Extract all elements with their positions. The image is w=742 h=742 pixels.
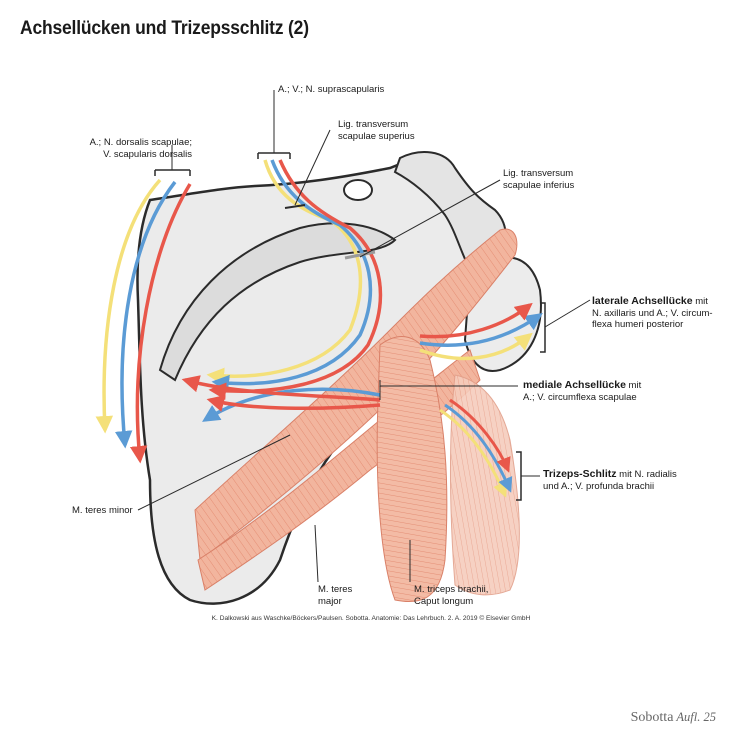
label-lateral-line2: N. axillaris und A.; V. circum-: [592, 307, 713, 319]
label-suprascapularis: A.; V.; N. suprascapularis: [278, 84, 385, 95]
label-medial-bold: mediale Achsellücke: [523, 379, 626, 391]
label-triceps-line1: mit N. radialis: [616, 469, 677, 480]
label-lateral-line3: flexa humeri posterior: [592, 319, 684, 330]
label-dorsalis-line2: V. scapularis dorsalis: [103, 148, 192, 160]
label-triceps-line2: und A.; V. profunda brachii: [543, 480, 655, 492]
label-teres-minor: M. teres minor: [72, 505, 133, 516]
label-mediale-achselluecke: [523, 380, 641, 403]
label-lig-sup-line1: Lig. transversum: [338, 119, 409, 130]
label-lig-transversum-inferius: [503, 168, 574, 191]
label-teres-major-line1: M. teres: [318, 584, 353, 595]
label-lig-sup-line2: scapulae superius: [338, 130, 415, 142]
label-teres-major: [318, 584, 352, 607]
label-dorsalis-line1: A.; N. dorsalis scapulae;: [89, 137, 192, 148]
label-trizeps-schlitz: [543, 469, 677, 492]
label-lateral-bold: laterale Achsellücke: [592, 295, 693, 307]
brand-edition: Aufl. 25: [676, 710, 716, 724]
label-medial-line2: A.; V. circumflexa scapulae: [523, 391, 637, 403]
figure-title: Achsellücken und Trizepsschlitz (2): [20, 18, 309, 39]
label-teres-major-line2: major: [318, 595, 342, 607]
label-triceps-muscle-line1: M. triceps brachii,: [414, 584, 489, 595]
label-triceps-muscle-line2: Caput longum: [414, 595, 474, 607]
label-triceps-brachii: [414, 584, 488, 607]
label-dorsalis-scapulae: [40, 137, 192, 160]
label-laterale-achselluecke: [592, 296, 713, 331]
label-lateral-line1: mit: [692, 296, 708, 307]
label-lig-inf-line2: scapulae inferius: [503, 179, 575, 191]
label-medial-line1: mit: [625, 380, 642, 391]
image-credit: K. Dalkowski aus Waschke/Böckers/Paulsen. Sobotta. Anatomie: Das Lehrbuch. 2. A. 2019 © Elsevier GmbH: [211, 615, 531, 622]
brand-name: Sobotta: [630, 710, 674, 725]
label-lig-inf-line1: Lig. transversum: [503, 168, 574, 179]
label-triceps-bold: Trizeps-Schlitz: [543, 468, 617, 480]
label-lig-transversum-superius: [338, 119, 415, 142]
sobotta-brand: [631, 710, 716, 726]
suprascapular-notch: [344, 180, 372, 200]
